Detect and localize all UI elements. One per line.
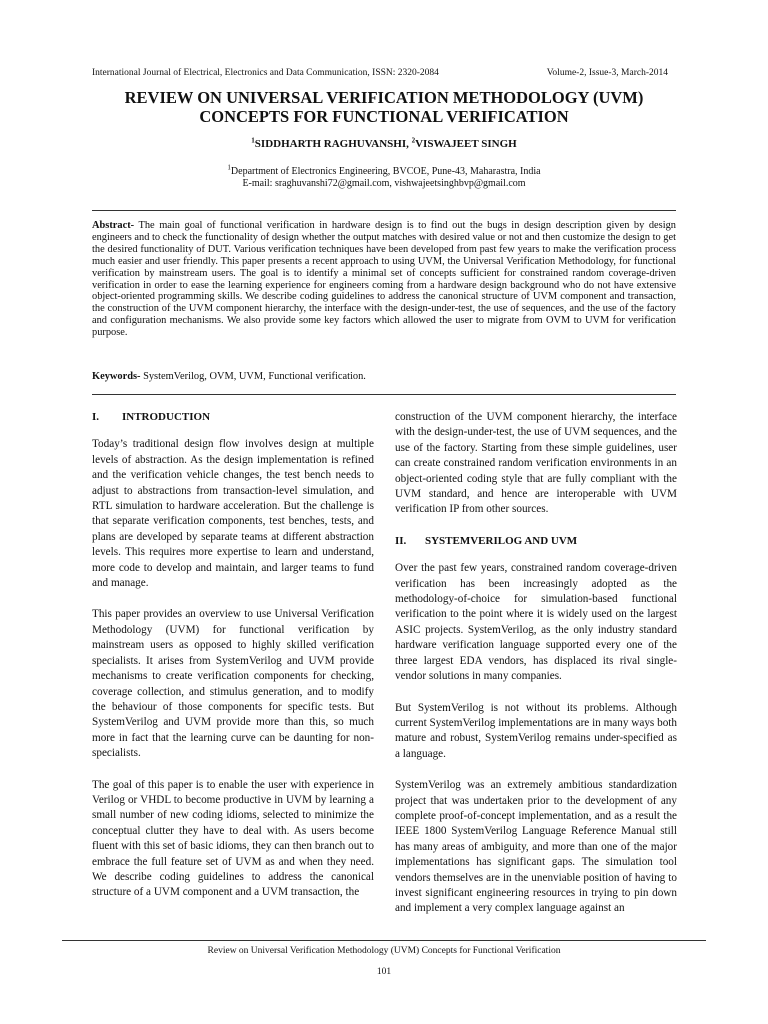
intro-paragraph-3: The goal of this paper is to enable the user with experience in Verilog or VHDL to become productive in UVM by learning a small number of new coding idioms, selected to minimize the conceptual clutter they have to deal with. As users become fluent with this set of basic idioms, they can then branch out to embrace the full feature set of UVM as and when they need. We describe coding guidelines to address the canonical structure of a UVM component and a UVM transaction, the [92,778,374,899]
paper-title [60,88,708,126]
abstract-text: The main goal of functional verification in hardware design is to find out the bugs in design description given by design engineers and to check the functionality of design whether the output matches with desired value or not and then customize the design to get the desired functionality of DUT. Various verification techniques have been developed from past few years to make the verification process much easier and user friendly. This paper presents a recent approach to using UVM, the Universal Verification Methodology, for functional verification by mainstream users. The goal is to identify a minimal set of concepts sufficient for constrained random coverage-driven verification in order to ease the learning experience for engineers coming from a hardware design background who do not have extensive object-oriented programming skills. We describe coding guidelines to address the canonical structure of UVM component and transaction, the construction of the UVM component hierarchy, the interface with the design-under-test, the use of sequences, and the use of the factory and configuration mechanisms. We also provide some key factors which allowed the user to migrate from OVM to UVM for verification purpose. [92,220,676,339]
section-1-title: INTRODUCTION [122,411,211,423]
sv-paragraph-3: SystemVerilog was an extremely ambitious standardization project that was undertaken prior to the development of any complete proof-of-concept implementation, and as a result the IEEE 1800 SystemVerilog Language Reference Manual still has many areas of ambiguity, and more than one of the major implementations has significant gaps. The simulation tool vendors themselves are in the unenviable position of having to invest significant engineering resources in trying to pin down and implement a very complex language against an [395,779,677,915]
section-2-title: SYSTEMVERILOG AND UVM [425,534,578,547]
affiliation-sup: 1 [227,163,231,172]
author2-sup: 2 [411,136,416,145]
section-2-number: II. [395,534,407,547]
author2: VISWAJEET SINGH [415,138,517,150]
page-number: 101 [376,967,392,977]
left-column [92,410,374,917]
intro-paragraph-2: This paper provides an overview to use Universal Verification Methodology (UVM) for functional verification by mainstream users as opposed to highly skilled verification specialists. It arises from SystemVerilog and UVM provide mechanisms to create verification components for checking, coverage collection, and stimulus generation, and to modify the behaviour of those components for specific tests. But SystemVerilog and UVM provide more than this, so much more in fact that the learning curve can be daunting for non-specialists. [92,608,374,760]
journal-name: International Journal of Electrical, Electronics and Data Communication, ISSN: 2320-2084 [92,68,439,78]
section-1-heading [92,410,374,425]
authors [60,138,708,150]
department: Department of Electronics Engineering, BVCOE, Pune-43, Maharastra, India [230,166,541,177]
volume-info: Volume-2, Issue-3, March-2014 [546,68,668,78]
keywords-label: Keywords- [92,371,141,382]
affiliation [60,163,708,190]
keywords-text: SystemVerilog, OVM, UVM, Functional verification. [140,371,366,382]
abstract-bottom-rule [92,394,676,395]
email-line: E-mail: sraghuvanshi72@gmail.com, vishwajeetsinghbvp@gmail.com [242,178,526,189]
title-line-1: REVIEW ON UNIVERSAL VERIFICATION METHODOLOGY (UVM) [124,88,644,107]
right-column [395,410,677,933]
journal-header [92,68,668,78]
intro-paragraph-1: Today’s traditional design flow involves design at multiple levels of abstraction. As the design implementation is refined and the verification vehicle changes, the test bench needs to adjust to abstractions from transaction-level simulation, and RTL simulation to hardware acceleration. But the challenge is that separate verification components, test benches, tests, and plans are developed by separate teams at different abstraction levels. This requires more expertise to learn and understand, more code to develop and maintain, and larger teams to fund and manage. [92,438,374,590]
abstract [92,220,676,339]
sv-paragraph-2: But SystemVerilog is not without its problems. Although current SystemVerilog implementations are in many ways both mature and robust, SystemVerilog remains under-specified as a language. [395,701,677,760]
abstract-label: Abstract- [92,220,135,231]
footer-rule [62,940,706,941]
section-1-number: I. [92,411,100,423]
author1-sup: 1 [251,136,255,145]
intro-continued: construction of the UVM component hierarchy, the interface with the design-under-test, the use of UVM sequences, and the use of the factory. Starting from these simple guidelines, user can create constrained random verification environments in an object-oriented coding style that are fully compliant with the UVM standard, and hence are interoperable with UVM verification IP from other sources. [395,411,677,516]
footer-title: Review on Universal Verification Methodology (UVM) Concepts for Functional Verification [207,946,561,956]
section-2-heading [395,534,677,549]
sv-paragraph-1: Over the past few years, constrained random coverage-driven verification has been increasingly adopted as the methodology-of-choice for simulation-based functional verification to the point where it is widely used on the largest ASIC projects. SystemVerilog, as the only industry standard hardware verification language supported every one of the three largest EDA vendors, has displaced its rival single-vendor solutions in many companies. [395,562,677,683]
title-line-2: CONCEPTS FOR FUNCTIONAL VERIFICATION [199,107,569,126]
abstract-top-rule [92,210,676,211]
author1: SIDDHARTH RAGHUVANSHI, [254,138,412,150]
keywords [92,371,676,382]
